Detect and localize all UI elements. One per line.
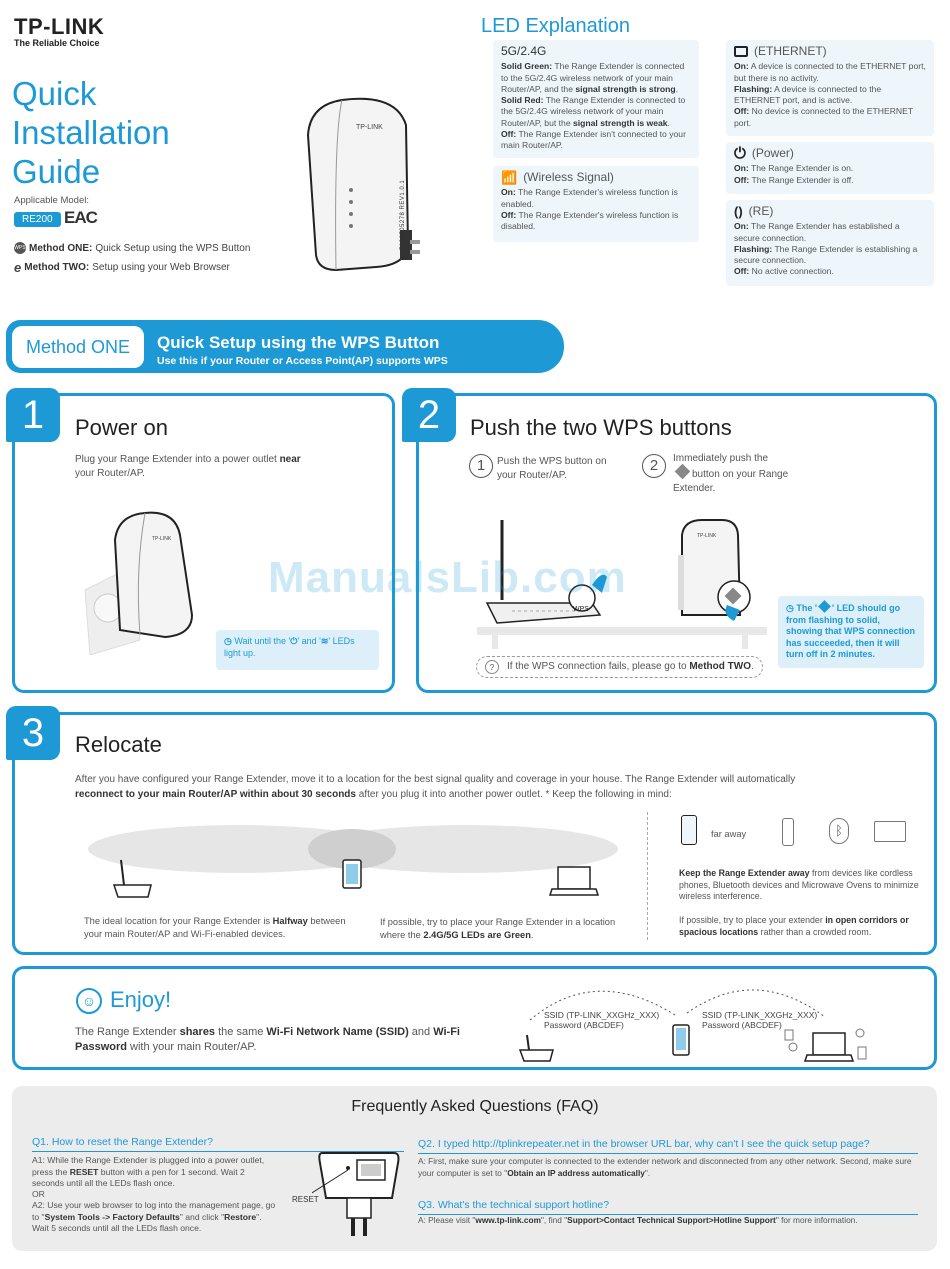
svg-text:TP-LINK: TP-LINK xyxy=(356,124,383,131)
page-title xyxy=(12,74,170,191)
led-re-box: () (RE) On: The Range Extender has established a secure connection. Flashing: The Range Extender is establishing a secure connection. Off: No active connection. xyxy=(726,200,934,286)
far-away-label: far away xyxy=(711,829,747,839)
step1-extender-outlet-image xyxy=(80,510,205,655)
faq-title: Frequently Asked Questions (FAQ) xyxy=(351,1098,599,1115)
step3-intro: After you have configured your Range Extender, move it to a location for the best signal quality and coverage in your house. The Range Extender will automatically reconnect to your main Router/AP within about 30 seconds after you plug it into another power outlet. * Keep the following in mind: xyxy=(75,774,796,800)
faq-q3: Q3. What's the technical support hotline? xyxy=(418,1199,610,1211)
step2-note: ◷ The ' ' LED should go from flashing to solid, showing that WPS connection has succeeded, then it will turn off in 2 minutes. xyxy=(778,596,924,668)
svg-text:TP-LINK: TP-LINK xyxy=(152,536,172,542)
enjoy-ssid-1: SSID (TP-LINK_XXGHz_XXX) Password (ABCDEF) xyxy=(544,1010,660,1030)
side-code: 7106505278 REV1.0.1 xyxy=(400,179,406,250)
led-power-box: ⏻ (Power) On: The Range Extender is on. Off: The Range Extender is off. xyxy=(726,142,934,194)
step2-sub2-text: Immediately push the button on your Range Extender. xyxy=(673,453,789,494)
faq-a-q2: A: First, make sure your computer is connected to the extender network and disconnected from any other network. Second, make sure your computer is set to "Obtain an IP address automatically". xyxy=(418,1156,912,1178)
step1-title: Power on xyxy=(75,415,168,440)
power-icon: ⏻ xyxy=(734,145,746,162)
model-label: Applicable Model: xyxy=(14,195,89,206)
re-led-icon xyxy=(818,600,831,613)
step2-sub2-number: 2 xyxy=(642,454,666,478)
led-ethernet-box: (ETHERNET) On: A device is connected to the ETHERNET port, but there is no activity. Flashing: A device is connected to the ETHERNET port, and is active. Off: No device is connected to the ETHERNET port. xyxy=(726,40,934,136)
cordless-phone-icon xyxy=(782,818,794,846)
wps-button-label: WPS xyxy=(573,606,589,613)
step1-number: 1 xyxy=(6,388,60,442)
led-band-box xyxy=(493,40,699,158)
watermark: ManualsLib.com xyxy=(268,553,627,602)
brand-tagline: The Reliable Choice xyxy=(14,38,100,48)
step3-divider xyxy=(647,812,648,940)
method-two-label: Method TWO: xyxy=(24,262,90,273)
tip-icon: ? xyxy=(485,660,499,674)
method-two-text: Setup using your Web Browser xyxy=(92,262,230,273)
led-band-title: 5G/2.4G xyxy=(501,44,547,58)
faq-a1: A1: While the Range Extender is plugged into a power outlet, press the RESET button with a pen for 1 second. Wait 2 seconds until all the LEDs flash once. xyxy=(32,1155,265,1188)
faq-a-q3: A: Please visit "www.tp-link.com", find "Support>Contact Technical Support>Hotline Support" for more information. xyxy=(418,1215,858,1225)
extender-far-icon xyxy=(681,815,697,845)
enjoy-text: The Range Extender shares the same Wi-Fi Network Name (SSID) and Wi-Fi Password with your main Router/AP. xyxy=(75,1026,460,1053)
reset-extender-image xyxy=(312,1148,404,1240)
faq-q2: Q2. I typed http://tplinkrepeater.net in the browser URL bar, why can't I see the quick setup page? xyxy=(418,1138,870,1150)
title-line-1: Quick xyxy=(12,75,97,112)
led-band-line: Off: The Range Extender isn't connected to your main Router/AP. xyxy=(501,129,686,151)
led-band-line: Solid Green: The Range Extender is connected to the 5G/2.4G wireless network of your main Router/AP, and the signal strength is strong. xyxy=(501,61,685,94)
relocate-coverage-diagram xyxy=(86,815,621,900)
step1-text: Plug your Range Extender into a power outlet near your Router/AP. xyxy=(75,454,301,479)
step3-number: 3 xyxy=(6,706,60,760)
led-wifi-box: 📶 (Wireless Signal) On: The Range Extender's wireless function is enabled. Off: The Range Extender's wireless function is disabled. xyxy=(493,166,699,242)
enjoy-title: Enjoy! xyxy=(110,987,172,1012)
title-line-3: Guide xyxy=(12,153,101,190)
step2-number: 2 xyxy=(402,388,456,442)
microwave-icon xyxy=(874,821,906,842)
led-re-title: (RE) xyxy=(748,204,774,218)
step1-note: ◷ Wait until the '⏻' and '≋' LEDs light up. xyxy=(216,630,379,670)
step2-fail-note: ? If the WPS connection fails, please go to Method TWO. xyxy=(476,656,763,678)
svg-text:TP-LINK: TP-LINK xyxy=(697,533,717,539)
method-one-text: Quick Setup using the WPS Button xyxy=(95,242,251,254)
bluetooth-icon: ᛒ xyxy=(829,818,849,844)
faq-q2-rule xyxy=(418,1153,918,1154)
wifi-icon: 📶 xyxy=(501,170,518,185)
step3-caption-green: If possible, try to place your Range Extender in a location where the 2.4G/5G LEDs are Green. xyxy=(380,917,616,940)
step3-caption-halfway: The ideal location for your Range Extender is Halfway between your main Router/AP and Wi-Fi-enabled devices. xyxy=(84,916,346,939)
enjoy-ssid-2: SSID (TP-LINK_XXGHz_XXX) Password (ABCDEF) xyxy=(702,1010,818,1030)
wifi-led-icon: ≋ xyxy=(320,636,329,646)
eac-mark: EAC xyxy=(64,208,97,227)
model-badge: RE200 xyxy=(14,212,61,227)
step2-sub1-number: 1 xyxy=(469,454,493,478)
method-one-line xyxy=(14,242,250,254)
step3-title: Relocate xyxy=(75,732,162,757)
re-icon: () xyxy=(734,204,743,219)
faq-q1: Q1. How to reset the Range Extender? xyxy=(32,1136,213,1148)
method-one-title: Quick Setup using the WPS Button xyxy=(157,333,440,352)
led-ethernet-title: (ETHERNET) xyxy=(754,44,827,58)
re-button-icon xyxy=(675,464,691,480)
led-power-title: (Power) xyxy=(751,146,794,160)
brand-name: TP-LINK xyxy=(14,14,105,39)
method-one-tab: Method ONE xyxy=(12,326,144,368)
ethernet-icon xyxy=(734,46,748,57)
clock-icon: ◷ xyxy=(786,603,794,613)
clock-icon: ◷ xyxy=(224,636,232,646)
led-heading: LED Explanation xyxy=(481,15,630,37)
browser-icon: e xyxy=(14,260,22,275)
power-led-icon: ⏻ xyxy=(290,636,298,646)
method-one-subtitle: Use this if your Router or Access Point(AP) supports WPS xyxy=(157,355,448,367)
faq-or: OR xyxy=(32,1189,45,1199)
smiley-icon: ☺ xyxy=(76,988,102,1014)
method-one-label: Method ONE: xyxy=(29,242,93,254)
extender-product-image xyxy=(296,95,426,280)
step3-open-corridors: If possible, try to place your extender in open corridors or spacious locations rather than a crowded room. xyxy=(679,915,909,937)
step2-title: Push the two WPS buttons xyxy=(470,415,732,440)
wps-icon: WPS xyxy=(14,242,26,254)
reset-label: RESET xyxy=(292,1195,319,1204)
led-band-line: Solid Red: The Range Extender is connected to the 5G/2.4G wireless network of your main Router/AP, but the signal strength is weak. xyxy=(501,95,686,128)
brand-logo xyxy=(14,14,104,48)
step2-sub1-text: Push the WPS button on your Router/AP. xyxy=(497,456,607,481)
faq-a2: A2: Use your web browser to log into the management page, go to "System Tools -> Factory Defaults" and click "Restore". Wait 5 seconds until all the LEDs flash once. xyxy=(32,1200,276,1233)
led-wifi-title: (Wireless Signal) xyxy=(523,170,614,184)
method-two-line xyxy=(14,260,230,275)
title-line-2: Installation xyxy=(12,114,170,151)
step3-keep-away: Keep the Range Extender away from devices like cordless phones, Bluetooth devices and Microwave Ovens to minimize wireless interference. xyxy=(679,868,919,901)
